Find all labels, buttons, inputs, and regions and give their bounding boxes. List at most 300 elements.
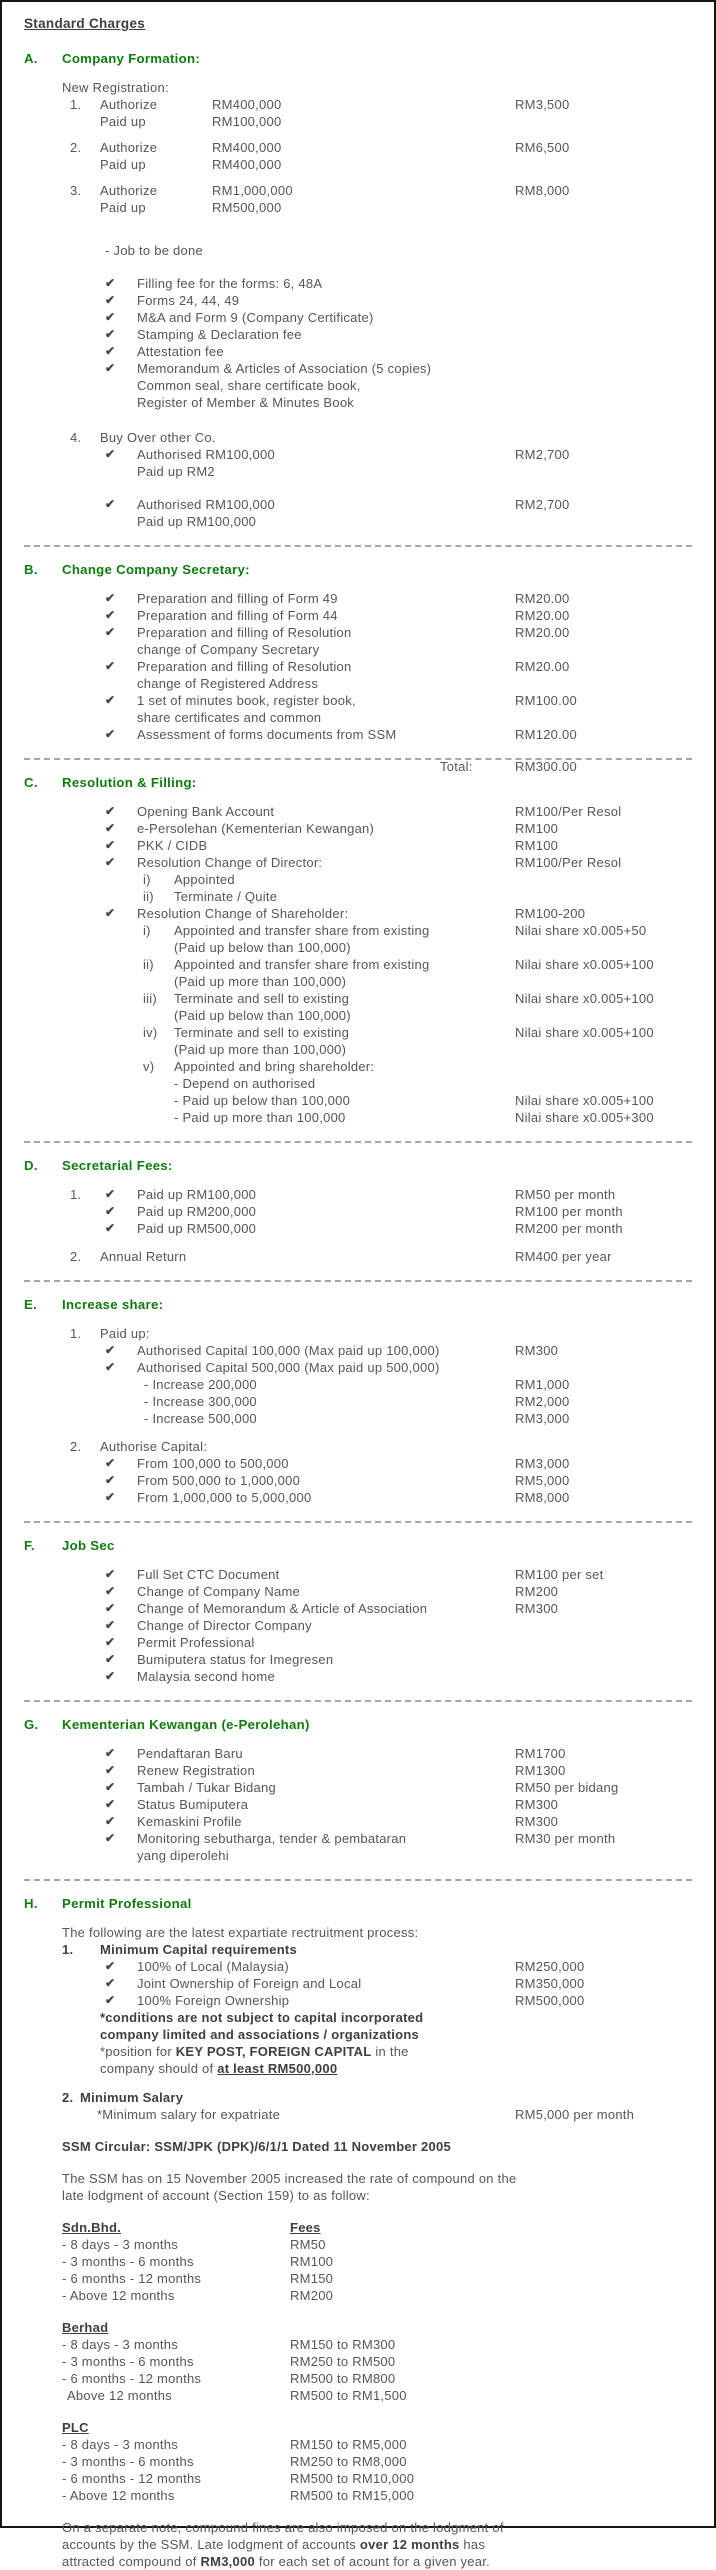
page-title: Standard Charges <box>24 16 146 31</box>
check-icon: ✔ <box>105 1204 116 1218</box>
doc-line <box>2 1472 714 1489</box>
line-text: Renew Registration <box>137 1763 255 1778</box>
check-icon: ✔ <box>105 1993 116 2007</box>
doc-line <box>2 1325 714 1342</box>
doc-line <box>2 2026 714 2043</box>
line-text: - Paid up more than 100,000 <box>174 1110 346 1125</box>
document-body <box>2 50 714 2570</box>
doc-line <box>2 675 714 692</box>
price-value: RM200 per month <box>515 1221 623 1236</box>
line-text: Authorize <box>100 183 158 198</box>
mid-value: RM400,000 <box>212 140 282 155</box>
doc-line <box>2 1617 714 1634</box>
price-value: RM350,000 <box>515 1976 585 1991</box>
doc-line <box>2 905 714 922</box>
line-text: - 8 days - 3 months <box>62 2337 179 2352</box>
doc-line <box>2 1075 714 1092</box>
check-icon: ✔ <box>105 1221 116 1235</box>
fee-value: RM250 to RM8,000 <box>290 2454 407 2469</box>
doc-line <box>2 1410 714 1427</box>
doc-line <box>2 2470 714 2487</box>
doc-line <box>2 590 714 607</box>
line-text: PLC <box>62 2420 89 2435</box>
doc-line <box>2 343 714 360</box>
section-heading <box>2 50 714 67</box>
price-value: RM1700 <box>515 1746 566 1761</box>
doc-line <box>2 1779 714 1796</box>
line-text: *Minimum salary for expatriate <box>97 2107 281 2122</box>
line-text: *position for <box>100 2044 176 2059</box>
doc-line <box>2 1924 714 1941</box>
line-text: Preparation and filling of Resolution <box>137 625 352 640</box>
line-text: Authorised Capital 100,000 (Max paid up 100,000) <box>137 1343 440 1358</box>
doc-line <box>2 871 714 888</box>
line-text: (Paid up below than 100,000) <box>174 1008 351 1023</box>
line-text: Sdn.Bhd. <box>62 2220 122 2235</box>
line-text: for each set of acount for a given year. <box>254 2554 490 2569</box>
doc-line <box>2 2043 714 2060</box>
doc-line <box>2 1092 714 1109</box>
line-text: M&A and Form 9 (Company Certificate) <box>137 310 374 325</box>
price-value: Nilai share x0.005+300 <box>515 1110 654 1125</box>
doc-line <box>2 139 714 156</box>
doc-line <box>2 1958 714 1975</box>
fee-value: RM500 to RM800 <box>290 2371 396 2386</box>
line-text: Paid up <box>100 157 146 172</box>
line-text: Terminate / Quite <box>174 889 278 904</box>
line-text: Resolution Change of Shareholder: <box>137 906 349 921</box>
fee-value: RM200 <box>290 2288 334 2303</box>
doc-line <box>2 2089 714 2106</box>
price-value: RM100 per month <box>515 1204 623 1219</box>
section-heading <box>2 1296 714 1313</box>
doc-line <box>2 79 714 96</box>
doc-line <box>2 1376 714 1393</box>
line-text: Joint Ownership of Foreign and Local <box>137 1976 362 1991</box>
fee-value: RM150 to RM300 <box>290 2337 396 2352</box>
line-text: - Increase 200,000 <box>144 1377 257 1392</box>
line-text: 1 set of minutes book, register book, <box>137 693 356 708</box>
doc-line <box>2 394 714 411</box>
list-marker: 2. <box>70 140 82 155</box>
doc-line <box>2 1489 714 1506</box>
doc-line <box>2 1762 714 1779</box>
doc-line <box>2 2336 714 2353</box>
separator <box>24 1879 692 1881</box>
doc-line <box>2 607 714 624</box>
line-text: Paid up <box>100 200 146 215</box>
doc-line <box>2 156 714 173</box>
doc-line <box>2 1796 714 1813</box>
price-value: RM3,000 <box>515 1411 570 1426</box>
check-icon: ✔ <box>105 1959 116 1973</box>
doc-line <box>2 1203 714 1220</box>
check-icon: ✔ <box>105 1187 116 1201</box>
line-text: Paid up: <box>100 1326 150 1341</box>
doc-line <box>2 1668 714 1685</box>
price-value: RM6,500 <box>515 140 570 155</box>
check-icon: ✔ <box>105 1360 116 1374</box>
line-text: Terminate and sell to existing <box>174 1025 350 1040</box>
line-text: - Above 12 months <box>62 2488 175 2503</box>
doc-line <box>2 2106 714 2123</box>
line-text: late lodgment of account (Section 159) to as follow: <box>62 2188 370 2203</box>
line-text: change of Registered Address <box>137 676 319 691</box>
doc-line <box>2 1583 714 1600</box>
line-text: Increase share: <box>62 1297 164 1312</box>
line-text: Minimum Capital requirements <box>100 1942 297 1957</box>
check-icon: ✔ <box>105 1601 116 1615</box>
doc-line <box>2 2138 714 2155</box>
price-value: RM20.00 <box>515 659 570 674</box>
price-value: RM120.00 <box>515 727 577 742</box>
doc-line <box>2 1975 714 1992</box>
section-heading <box>2 1895 714 1912</box>
line-text: Appointed and transfer share from existing <box>174 923 430 938</box>
line-text: Appointed <box>174 872 235 887</box>
section-letter: A. <box>24 51 38 66</box>
line-text: Paid up RM500,000 <box>137 1221 257 1236</box>
list-marker: 2. <box>70 1249 82 1264</box>
price-value: RM2,700 <box>515 497 570 512</box>
section-letter: F. <box>24 1538 35 1553</box>
price-value: Nilai share x0.005+100 <box>515 991 654 1006</box>
list-marker: iv) <box>143 1025 158 1040</box>
doc-line <box>2 1830 714 1847</box>
price-value: Nilai share x0.005+50 <box>515 923 647 938</box>
price-value: RM300.00 <box>515 759 577 774</box>
line-text: e-Persolehan (Kementerian Kewangan) <box>137 821 375 836</box>
price-value: RM100.00 <box>515 693 577 708</box>
section-heading <box>2 1537 714 1554</box>
line-text: Secretarial Fees: <box>62 1158 173 1173</box>
check-icon: ✔ <box>105 608 116 622</box>
line-text: KEY POST, FOREIGN CAPITAL <box>175 2044 372 2059</box>
check-icon: ✔ <box>105 625 116 639</box>
doc-line <box>2 96 714 113</box>
doc-line <box>2 803 714 820</box>
line-text: Common seal, share certificate book, <box>137 378 361 393</box>
check-icon: ✔ <box>105 327 116 341</box>
price-value: RM8,000 <box>515 183 570 198</box>
check-icon: ✔ <box>105 1456 116 1470</box>
price-value: RM1300 <box>515 1763 566 1778</box>
line-text: Memorandum & Articles of Association (5 copies) <box>137 361 432 376</box>
line-text: Authorise Capital: <box>100 1439 208 1454</box>
doc-line <box>2 641 714 658</box>
price-value: RM100 <box>515 821 559 836</box>
doc-line <box>2 1992 714 2009</box>
doc-line <box>2 2487 714 2504</box>
line-text: Tambah / Tukar Bidang <box>137 1780 276 1795</box>
price-value: RM50 per bidang <box>515 1780 619 1795</box>
check-icon: ✔ <box>105 1567 116 1581</box>
doc-line <box>2 1109 714 1126</box>
doc-line <box>2 1941 714 1958</box>
check-icon: ✔ <box>105 1814 116 1828</box>
doc-line <box>2 446 714 463</box>
line-text: - Job to be done <box>105 243 203 258</box>
line-text: From 100,000 to 500,000 <box>137 1456 289 1471</box>
doc-line <box>2 1248 714 1265</box>
price-value: RM20.00 <box>515 591 570 606</box>
check-icon: ✔ <box>105 838 116 852</box>
separator <box>24 1280 692 1282</box>
doc-line <box>2 820 714 837</box>
doc-line <box>2 1186 714 1203</box>
doc-line <box>2 1438 714 1455</box>
price-value: RM400 per year <box>515 1249 612 1264</box>
line-text: SSM Circular: SSM/JPK (DPK)/6/1/1 Dated 11 November 2005 <box>62 2139 451 2154</box>
line-text: RM3,000 <box>200 2554 255 2569</box>
line-text: From 1,000,000 to 5,000,000 <box>137 1490 312 1505</box>
doc-line <box>2 1393 714 1410</box>
list-marker: ii) <box>143 957 154 972</box>
line-text: Change of Company Name <box>137 1584 301 1599</box>
line-text: - Depend on authorised <box>174 1076 316 1091</box>
price-value: RM200 <box>515 1584 559 1599</box>
doc-line <box>2 1651 714 1668</box>
line-text: PKK / CIDB <box>137 838 208 853</box>
doc-line <box>2 2536 714 2553</box>
line-text: Permit Professional <box>137 1635 255 1650</box>
fee-value: RM150 to RM5,000 <box>290 2437 407 2452</box>
mid-value: RM400,000 <box>212 97 282 112</box>
line-text: company should of <box>100 2061 218 2076</box>
doc-line <box>2 888 714 905</box>
line-text: Preparation and filling of Form 44 <box>137 608 338 623</box>
line-text: Job Sec <box>62 1538 115 1553</box>
line-text: Paid up RM2 <box>137 464 215 479</box>
check-icon: ✔ <box>105 1635 116 1649</box>
line-text: attracted compound of <box>62 2554 201 2569</box>
doc-line <box>2 1058 714 1075</box>
doc-line <box>2 513 714 530</box>
price-value: RM250,000 <box>515 1959 585 1974</box>
line-text: Change of Memorandum & Article of Association <box>137 1601 428 1616</box>
doc-line <box>2 1745 714 1762</box>
check-icon: ✔ <box>105 1584 116 1598</box>
doc-line <box>2 726 714 743</box>
list-marker: 3. <box>70 183 82 198</box>
line-text: Paid up RM200,000 <box>137 1204 257 1219</box>
line-text: Paid up RM100,000 <box>137 514 257 529</box>
fee-value: RM500 to RM15,000 <box>290 2488 415 2503</box>
line-text: share certificates and common <box>137 710 322 725</box>
doc-line <box>2 2060 714 2077</box>
fee-value: RM500 to RM10,000 <box>290 2471 415 2486</box>
doc-line <box>2 429 714 446</box>
section-heading <box>2 1716 714 1733</box>
doc-line <box>2 2253 714 2270</box>
list-marker: 1. <box>70 1187 82 1202</box>
doc-line <box>2 956 714 973</box>
line-text: Monitoring sebutharga, tender & pembataran <box>137 1831 407 1846</box>
doc-line <box>2 1359 714 1376</box>
line-text: - 8 days - 3 months <box>62 2237 179 2252</box>
section-letter: B. <box>24 562 38 577</box>
doc-line <box>2 2387 714 2404</box>
check-icon: ✔ <box>105 1797 116 1811</box>
doc-line <box>2 2187 714 2204</box>
separator <box>24 1141 692 1143</box>
line-text: over 12 months <box>359 2537 460 2552</box>
line-text: - 6 months - 12 months <box>62 2471 202 2486</box>
doc-line <box>2 2319 714 2336</box>
line-text: (Paid up below than 100,000) <box>174 940 351 955</box>
fee-value: RM50 <box>290 2237 326 2252</box>
check-icon: ✔ <box>105 804 116 818</box>
check-icon: ✔ <box>105 821 116 835</box>
line-text: Resolution Change of Director: <box>137 855 323 870</box>
line-text: - Above 12 months <box>62 2288 175 2303</box>
price-value: RM300 <box>515 1797 559 1812</box>
price-value: RM300 <box>515 1814 559 1829</box>
line-text: Filling fee for the forms: 6, 48A <box>137 276 323 291</box>
price-value: RM5,000 <box>515 1473 570 1488</box>
line-text: Authorize <box>100 140 158 155</box>
check-icon: ✔ <box>105 1618 116 1632</box>
line-text: 100% of Local (Malaysia) <box>137 1959 289 1974</box>
line-text: - Increase 300,000 <box>144 1394 257 1409</box>
price-value: Nilai share x0.005+100 <box>515 957 654 972</box>
price-value: RM3,500 <box>515 97 570 112</box>
check-icon: ✔ <box>105 1746 116 1760</box>
price-value: RM100 <box>515 838 559 853</box>
line-text: Authorised RM100,000 <box>137 447 275 462</box>
line-text: Assessment of forms documents from SSM <box>137 727 397 742</box>
list-marker: 4. <box>70 430 82 445</box>
check-icon: ✔ <box>105 1490 116 1504</box>
doc-line <box>2 1220 714 1237</box>
line-text: - 3 months - 6 months <box>62 2254 194 2269</box>
check-icon: ✔ <box>105 693 116 707</box>
separator <box>24 545 692 547</box>
doc-line <box>2 658 714 675</box>
doc-line <box>2 2419 714 2436</box>
section-letter: G. <box>24 1717 39 1732</box>
line-text: Company Formation: <box>62 51 201 66</box>
doc-line <box>2 922 714 939</box>
section-letter: D. <box>24 1158 38 1173</box>
doc-line <box>2 2236 714 2253</box>
check-icon: ✔ <box>105 1976 116 1990</box>
line-text: Authorised RM100,000 <box>137 497 275 512</box>
doc-line <box>2 2219 714 2236</box>
line-text: Forms 24, 44, 49 <box>137 293 240 308</box>
list-marker: iii) <box>143 991 157 1006</box>
doc-line <box>2 360 714 377</box>
doc-line <box>2 275 714 292</box>
line-text: Minimum Salary <box>80 2090 184 2105</box>
price-value: RM20.00 <box>515 608 570 623</box>
list-marker: i) <box>143 923 151 938</box>
doc-line <box>2 973 714 990</box>
price-value: RM100 per set <box>515 1567 604 1582</box>
doc-line <box>2 2436 714 2453</box>
fee-value: RM100 <box>290 2254 334 2269</box>
doc-line <box>2 1342 714 1359</box>
check-icon: ✔ <box>105 659 116 673</box>
price-value: RM1,000 <box>515 1377 570 1392</box>
fee-value: RM500 to RM1,500 <box>290 2388 407 2403</box>
price-value: RM500,000 <box>515 1993 585 2008</box>
line-text: Attestation fee <box>137 344 224 359</box>
line-text: Resolution & Filling: <box>62 775 197 790</box>
price-value: RM2,000 <box>515 1394 570 1409</box>
line-text: Preparation and filling of Form 49 <box>137 591 338 606</box>
doc-line <box>2 2170 714 2187</box>
doc-line <box>2 2453 714 2470</box>
separator <box>24 1700 692 1702</box>
section-letter: C. <box>24 775 38 790</box>
check-icon: ✔ <box>105 310 116 324</box>
line-text: company limited and associations / organizations <box>100 2027 420 2042</box>
check-icon: ✔ <box>105 447 116 461</box>
doc-line <box>2 2519 714 2536</box>
doc-line <box>2 854 714 871</box>
check-icon: ✔ <box>105 906 116 920</box>
line-text: at least RM500,000 <box>217 2061 338 2076</box>
line-text: Authorize <box>100 97 158 112</box>
line-text: Full Set CTC Document <box>137 1567 280 1582</box>
line-text: yang diperolehi <box>137 1848 229 1863</box>
doc-line <box>2 1007 714 1024</box>
check-icon: ✔ <box>105 855 116 869</box>
doc-line <box>2 1634 714 1651</box>
doc-line <box>2 199 714 216</box>
line-text: has <box>459 2537 486 2552</box>
line-text: - 3 months - 6 months <box>62 2354 194 2369</box>
line-text: Appointed and bring shareholder: <box>174 1059 375 1074</box>
list-marker: 1. <box>62 1942 74 1957</box>
doc-line <box>2 2353 714 2370</box>
doc-line <box>2 326 714 343</box>
doc-line <box>2 1024 714 1041</box>
doc-line <box>2 2009 714 2026</box>
line-text: Annual Return <box>100 1249 187 1264</box>
fee-value: Fees <box>290 2220 321 2235</box>
doc-line <box>2 1813 714 1830</box>
check-icon: ✔ <box>105 1763 116 1777</box>
check-icon: ✔ <box>105 591 116 605</box>
line-text: Kemaskini Profile <box>137 1814 242 1829</box>
line-text: - Increase 500,000 <box>144 1411 257 1426</box>
line-text: change of Company Secretary <box>137 642 320 657</box>
doc-line <box>2 1041 714 1058</box>
price-value: Nilai share x0.005+100 <box>515 1025 654 1040</box>
line-text: Opening Bank Account <box>137 804 275 819</box>
line-text: (Paid up more than 100,000) <box>174 974 347 989</box>
doc-line <box>2 292 714 309</box>
price-value: RM50 per month <box>515 1187 616 1202</box>
line-text: - 6 months - 12 months <box>62 2271 202 2286</box>
price-value: RM100/Per Resol <box>515 855 622 870</box>
line-text: The SSM has on 15 November 2005 increased the rate of compound on the <box>62 2171 517 2186</box>
line-text: Pendaftaran Baru <box>137 1746 243 1761</box>
check-icon: ✔ <box>105 1780 116 1794</box>
list-marker: 1. <box>70 97 82 112</box>
section-letter: E. <box>24 1297 38 1312</box>
line-text: - 6 months - 12 months <box>62 2371 202 2386</box>
list-marker: ii) <box>143 889 154 904</box>
line-text: *conditions are not subject to capital incorporated <box>100 2010 424 2025</box>
doc-line <box>2 939 714 956</box>
doc-line <box>2 496 714 513</box>
doc-line <box>2 2370 714 2387</box>
doc-line <box>2 113 714 130</box>
line-text: Malaysia second home <box>137 1669 275 1684</box>
